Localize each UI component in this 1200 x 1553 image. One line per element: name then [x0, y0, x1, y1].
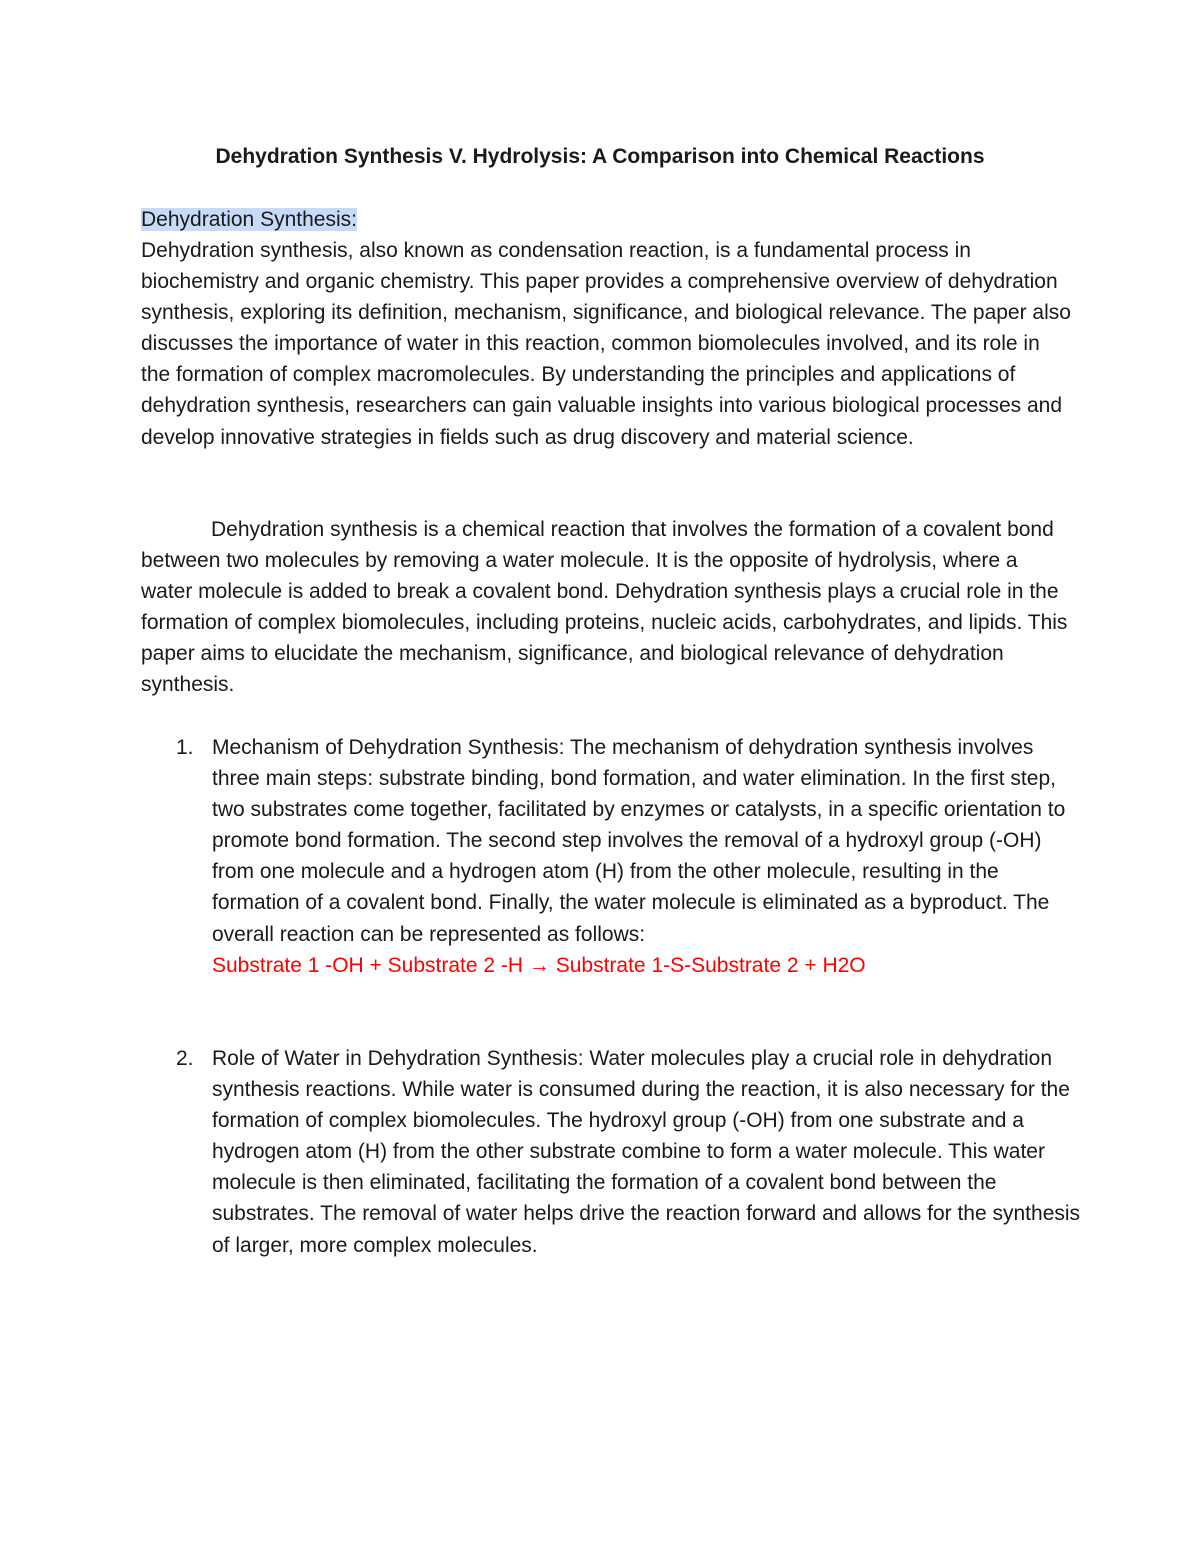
numbered-list-2 — [141, 1043, 1081, 1261]
list-item-text: Role of Water in Dehydration Synthesis: Water molecules play a crucial role in dehydration synthesis reactions. While water is consumed during the reaction, it is also necessary for the formation of complex biomolecules. The hydroxyl group (-OH) from one substrate and a hydrogen atom (H) from the other substrate combine to form a water molecule. This water molecule is then eliminated, facilitating the formation of a covalent bond between the substrates. The removal of water helps drive the reaction forward and allows for the synthesis of larger, more complex molecules. — [212, 1047, 1081, 1257]
list-item — [141, 732, 1081, 981]
section-heading-text: Dehydration Synthesis: — [141, 208, 357, 231]
list-item-number: 1. — [176, 736, 194, 759]
numbered-list-1 — [141, 732, 1081, 981]
reaction-equation: Substrate 1 -OH + Substrate 2 -H → Substrate 1-S-Substrate 2 + H2O — [212, 953, 866, 977]
document-title: Dehydration Synthesis V. Hydrolysis: A Comparison into Chemical Reactions — [215, 145, 985, 168]
intro-paragraph: Dehydration synthesis is a chemical reaction that involves the formation of a covalent bond between two molecules by removing a water molecule. It is the opposite of hydrolysis, where a water molecule is added to break a covalent bond. Dehydration synthesis plays a crucial role in the formation of complex biomolecules, including proteins, nucleic acids, carbohydrates, and lipids. This paper aims to elucidate the mechanism, significance, and biological relevance of dehydration synthesis. — [141, 518, 1068, 697]
abstract-paragraph: Dehydration synthesis, also known as condensation reaction, is a fundamental process in biochemistry and organic chemistry. This paper provides a comprehensive overview of dehydration synthesis, exploring its definition, mechanism, significance, and biological relevance. The paper also discusses the importance of water in this reaction, common biomolecules involved, and its role in the formation of complex macromolecules. By understanding the principles and applications of dehydration synthesis, researchers can gain valuable insights into various biological processes and develop innovative strategies in fields such as drug discovery and material science. — [141, 239, 1071, 449]
list-item-text: Mechanism of Dehydration Synthesis: The mechanism of dehydration synthesis involves three main steps: substrate binding, bond formation, and water elimination. In the first step, two substrates come together, facilitated by enzymes or catalysts, in a specific orientation to promote bond formation. The second step involves the removal of a hydroxyl group (-OH) from one molecule and a hydrogen atom (H) from the other molecule, resulting in the formation of a covalent bond. Finally, the water molecule is eliminated as a byproduct. The overall reaction can be represented as follows: — [212, 736, 1066, 946]
list-item-number: 2. — [176, 1047, 194, 1070]
list-item — [141, 1043, 1081, 1261]
section-heading — [141, 204, 1071, 235]
